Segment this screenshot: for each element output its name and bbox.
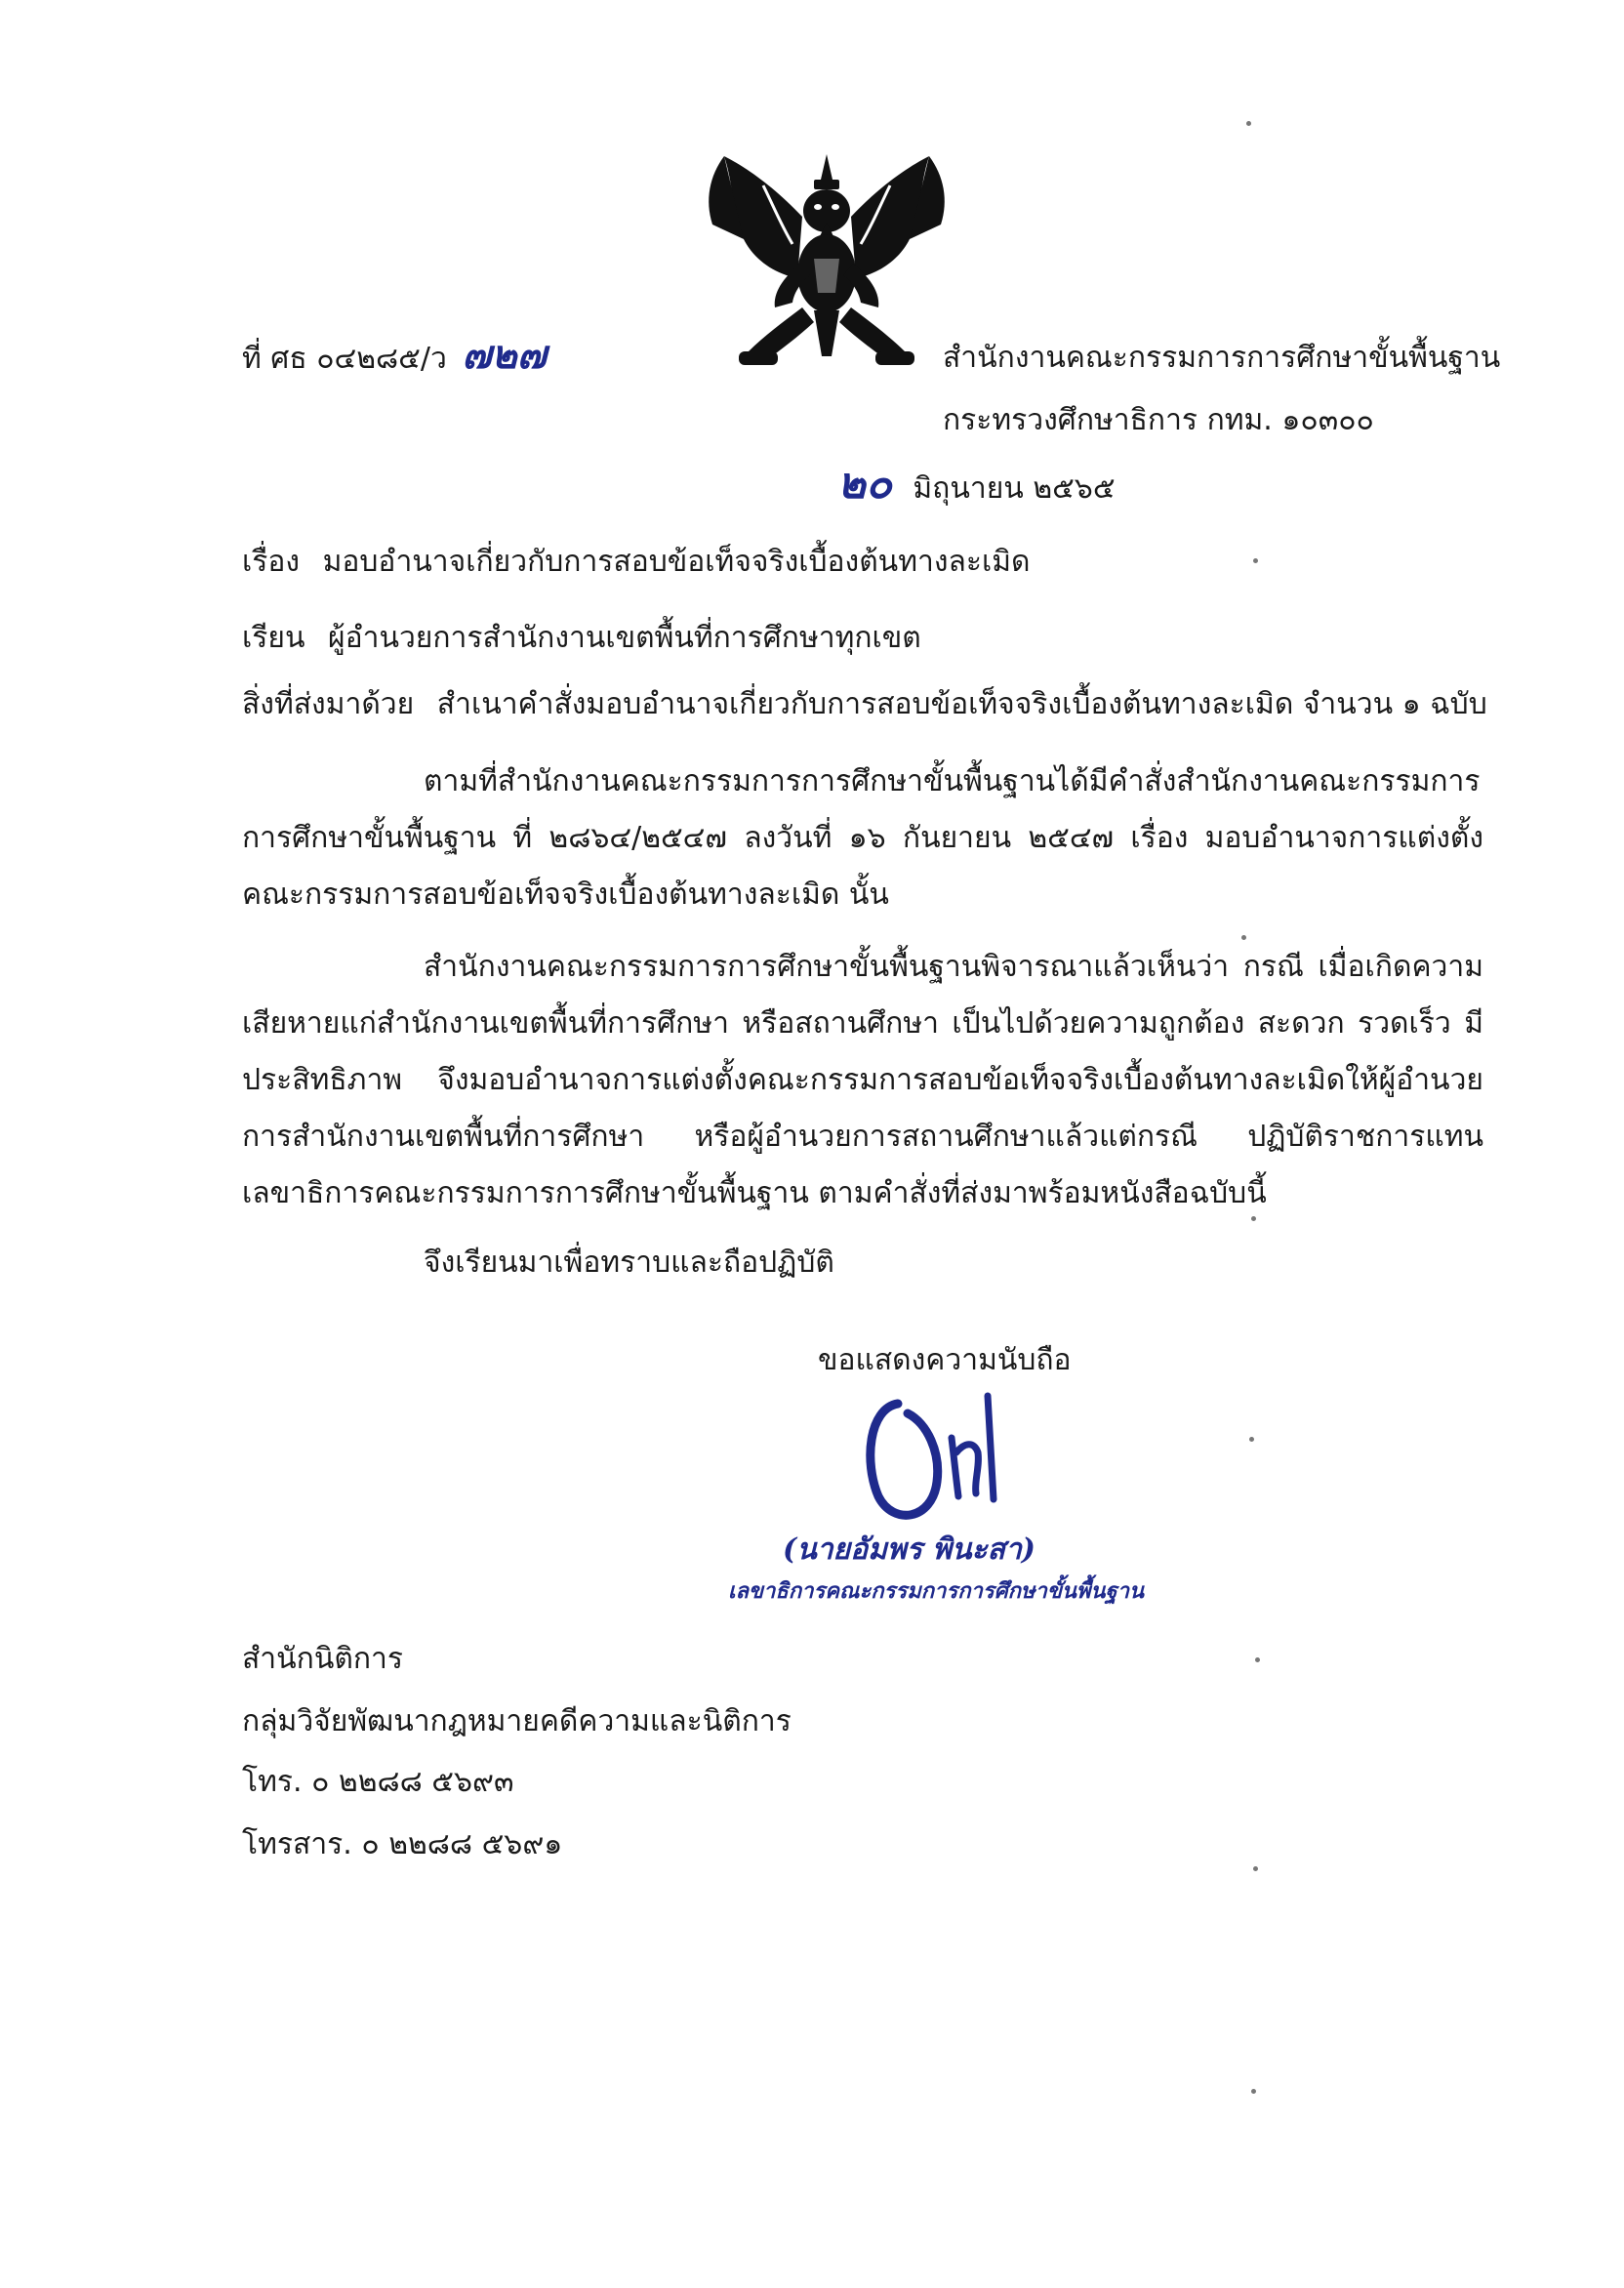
reference-handwritten-number: ๗๒๗ (462, 332, 547, 378)
scan-speck (1253, 558, 1258, 563)
recipient-label: เรียน (242, 621, 305, 655)
scan-speck (1255, 1657, 1260, 1662)
office-address: กระทรวงศึกษาธิการ กทม. ๑๐๓๐๐ (943, 403, 1374, 437)
scan-speck (1249, 1437, 1254, 1442)
footer-group: กลุ่มวิจัยพัฒนากฎหมายคดีความและนิติการ (242, 1704, 792, 1738)
letter-date (837, 459, 1116, 509)
footer-phone: โทร. ๐ ๒๒๘๘ ๕๖๙๓ (242, 1765, 514, 1799)
body-paragraph-2 (242, 939, 1483, 1222)
subject-line (242, 543, 1030, 582)
attachment-line (242, 685, 1487, 724)
scan-speck (1246, 121, 1251, 126)
footer-department: สำนักนิติการ (242, 1642, 403, 1676)
scan-speck (1241, 935, 1246, 940)
subject-label: เรื่อง (242, 545, 301, 579)
body-paragraph-3: จึงเรียนมาเพื่อทราบและถือปฏิบัติ (424, 1246, 834, 1280)
signer-title: เลขาธิการคณะกรรมการการศึกษาขั้นพื้นฐาน (728, 1578, 1144, 1604)
date-month-year: มิถุนายน ๒๕๖๕ (913, 471, 1116, 506)
signer-name: (นายอัมพร พินะสา) (783, 1532, 1035, 1567)
subject-text: มอบอำนาจเกี่ยวกับการสอบข้อเท็จจริงเบื้องต้นทางละเมิด (322, 545, 1031, 579)
recipient-line (242, 619, 921, 658)
office-name: สำนักงานคณะกรรมการการศึกษาขั้นพื้นฐาน (943, 341, 1501, 375)
reference-prefix: ที่ ศธ ๐๔๒๘๕/ว (242, 342, 447, 376)
paragraph-2-text: สำนักงานคณะกรรมการการศึกษาขั้นพื้นฐานพิจารณาแล้วเห็นว่า กรณี เมื่อเกิดความเสียหายแก่สำนักงานเขตพื้นที่การศึกษา หรือสถานศึกษา เป็นไปด้วยความถูกต้อง สะดวก รวดเร็ว มีประสิทธิภาพ จึงมอบอำนาจการแต่งตั้งคณะกรรมการสอบข้อเท็จจริงเบื้องต้นทางละเมิดให้ผู้อำนวยการสำนักงานเขตพื้นที่การศึกษา หรือผู้อำนวยการสถานศึกษาแล้วแต่กรณี ปฏิบัติราชการแทนเลขาธิการคณะกรรมการการศึกษาขั้นพื้นฐาน ตามคำสั่งที่ส่งมาพร้อมหนังสือฉบับนี้ (242, 950, 1483, 1210)
scan-speck (1253, 1866, 1258, 1871)
scan-speck (1251, 2089, 1256, 2094)
garuda-emblem-icon (705, 146, 949, 381)
closing-salutation: ขอแสดงความนับถือ (818, 1343, 1072, 1377)
footer-fax: โทรสาร. ๐ ๒๒๘๘ ๕๖๙๑ (242, 1827, 563, 1861)
body-paragraph-1 (242, 754, 1483, 923)
recipient-text: ผู้อำนวยการสำนักงานเขตพื้นที่การศึกษาทุกเขต (328, 621, 921, 655)
signature-mark-icon (859, 1384, 1025, 1531)
reference-number (242, 332, 547, 379)
paragraph-1-text: ตามที่สำนักงานคณะกรรมการการศึกษาขั้นพื้นฐานได้มีคำสั่งสำนักงานคณะกรรมการการศึกษาขั้นพื้นฐาน ที่ ๒๘๖๔/๒๕๔๗ ลงวันที่ ๑๖ กันยายน ๒๕๔๗ เรื่อง มอบอำนาจการแต่งตั้งคณะกรรมการสอบข้อเท็จจริงเบื้องต้นทางละเมิด นั้น (242, 764, 1483, 912)
date-day-handwritten: ๒๐ (837, 459, 892, 509)
scan-speck (1251, 1216, 1256, 1221)
attachment-label: สิ่งที่ส่งมาด้วย (242, 687, 415, 721)
attachment-text: สำเนาคำสั่งมอบอำนาจเกี่ยวกับการสอบข้อเท็จจริงเบื้องต้นทางละเมิด จำนวน ๑ ฉบับ (436, 687, 1487, 721)
